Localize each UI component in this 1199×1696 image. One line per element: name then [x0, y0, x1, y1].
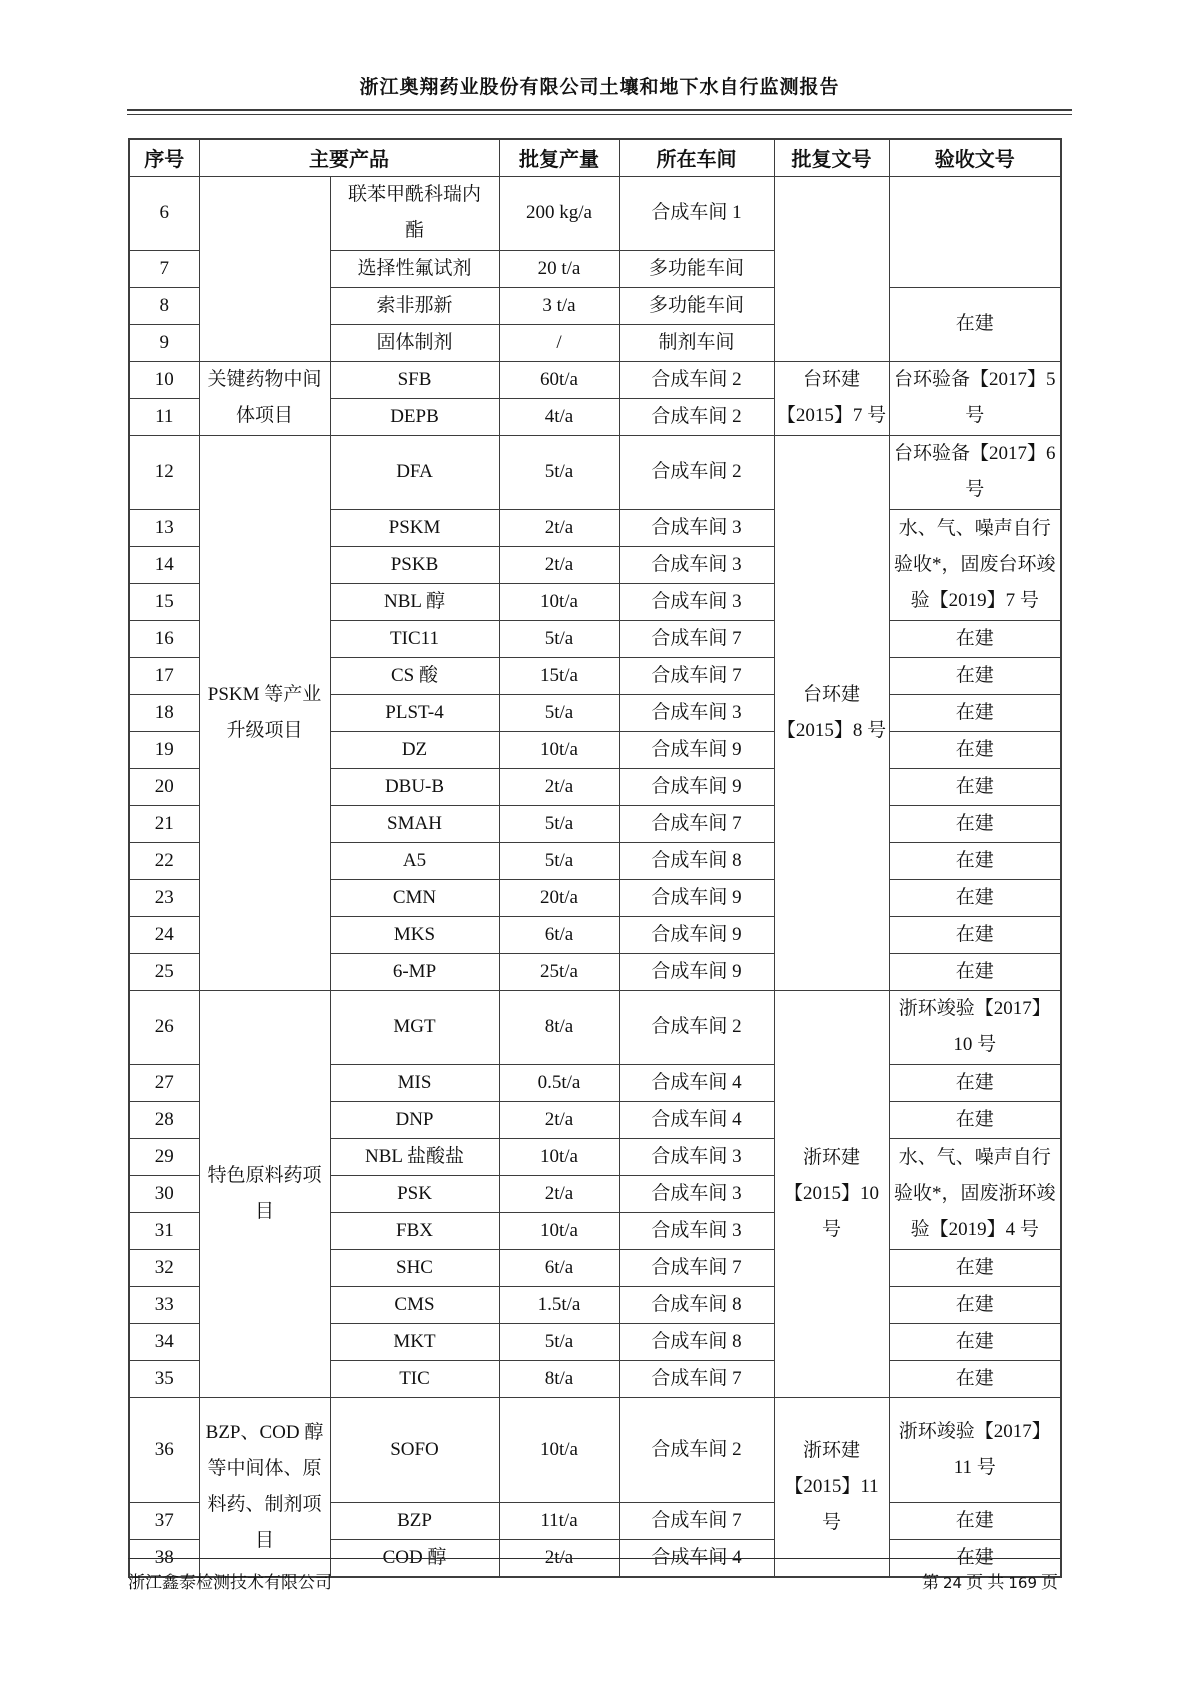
cell-workshop: 合成车间 9 [619, 731, 774, 768]
cell-product: DZ [330, 731, 499, 768]
cell-output: 5t/a [499, 805, 619, 842]
cell-no: 35 [129, 1360, 199, 1397]
cell-output: 1.5t/a [499, 1286, 619, 1323]
cell-output: 5t/a [499, 1323, 619, 1360]
cell-workshop: 合成车间 9 [619, 879, 774, 916]
cell-no: 8 [129, 287, 199, 324]
cell-product: MKT [330, 1323, 499, 1360]
cell-acceptance: 在建 [889, 657, 1061, 694]
cell-group: 特色原料药项目 [199, 990, 330, 1397]
cell-no: 22 [129, 842, 199, 879]
cell-product: 联苯甲酰科瑞内酯 [330, 176, 499, 250]
cell-product: MIS [330, 1064, 499, 1101]
table-row [129, 361, 1061, 398]
cell-acceptance: 在建 [889, 1064, 1061, 1101]
cell-product: DFA [330, 435, 499, 509]
cell-workshop: 多功能车间 [619, 287, 774, 324]
cell-workshop: 多功能车间 [619, 250, 774, 287]
cell-acceptance: 在建 [889, 1323, 1061, 1360]
cell-output: 11t/a [499, 1502, 619, 1539]
cell-acceptance: 在建 [889, 768, 1061, 805]
cell-output: 10t/a [499, 1212, 619, 1249]
cell-no: 15 [129, 583, 199, 620]
products-table [128, 138, 1062, 1578]
cell-group: 关键药物中间体项目 [199, 361, 330, 435]
cell-output: 10t/a [499, 583, 619, 620]
cell-output: 4t/a [499, 398, 619, 435]
cell-output: 2t/a [499, 1101, 619, 1138]
cell-output: 15t/a [499, 657, 619, 694]
cell-acceptance: 在建 [889, 287, 1061, 361]
cell-no: 38 [129, 1539, 199, 1577]
cell-acceptance: 在建 [889, 1360, 1061, 1397]
cell-product: SOFO [330, 1397, 499, 1502]
cell-product: SHC [330, 1249, 499, 1286]
cell-workshop: 合成车间 7 [619, 1502, 774, 1539]
cell-product: A5 [330, 842, 499, 879]
cell-output: 2t/a [499, 546, 619, 583]
cell-acceptance: 台环验备【2017】6 号 [889, 435, 1061, 509]
cell-approval: 浙环建【2015】10 号 [774, 990, 889, 1397]
page-total: 169 [1008, 1574, 1037, 1592]
cell-output: / [499, 324, 619, 361]
cell-no: 7 [129, 250, 199, 287]
cell-output: 10t/a [499, 1138, 619, 1175]
cell-product: TIC [330, 1360, 499, 1397]
cell-workshop: 合成车间 3 [619, 1175, 774, 1212]
cell-acceptance: 水、气、噪声自行验收*，固废台环竣验【2019】7 号 [889, 509, 1061, 620]
cell-product: CMS [330, 1286, 499, 1323]
cell-product: 固体制剂 [330, 324, 499, 361]
document-header [127, 72, 1072, 115]
title-rule [127, 109, 1072, 115]
cell-workshop: 合成车间 4 [619, 1064, 774, 1101]
cell-acceptance: 在建 [889, 1101, 1061, 1138]
cell-no: 20 [129, 768, 199, 805]
cell-product: PSKM [330, 509, 499, 546]
page-word: 页 共 [966, 1573, 1005, 1592]
cell-output: 5t/a [499, 620, 619, 657]
cell-output: 8t/a [499, 990, 619, 1064]
cell-product: COD 醇 [330, 1539, 499, 1577]
cell-no: 9 [129, 324, 199, 361]
cell-workshop: 合成车间 1 [619, 176, 774, 250]
cell-no: 37 [129, 1502, 199, 1539]
cell-output: 2t/a [499, 509, 619, 546]
cell-workshop: 合成车间 7 [619, 1249, 774, 1286]
cell-product: SMAH [330, 805, 499, 842]
page-indicator [920, 1568, 1060, 1593]
cell-acceptance: 浙环竣验【2017】10 号 [889, 990, 1061, 1064]
cell-workshop: 合成车间 9 [619, 953, 774, 990]
cell-output: 20 t/a [499, 250, 619, 287]
cell-workshop: 合成车间 8 [619, 842, 774, 879]
cell-no: 6 [129, 176, 199, 250]
cell-workshop: 合成车间 7 [619, 657, 774, 694]
cell-acceptance [889, 176, 1061, 287]
cell-no: 19 [129, 731, 199, 768]
cell-workshop: 合成车间 8 [619, 1286, 774, 1323]
cell-output: 3 t/a [499, 287, 619, 324]
cell-acceptance: 在建 [889, 879, 1061, 916]
cell-workshop: 合成车间 8 [619, 1323, 774, 1360]
cell-workshop: 合成车间 3 [619, 583, 774, 620]
cell-product: CS 酸 [330, 657, 499, 694]
cell-product: CMN [330, 879, 499, 916]
cell-product: 选择性氟试剂 [330, 250, 499, 287]
cell-no: 14 [129, 546, 199, 583]
cell-workshop: 合成车间 2 [619, 990, 774, 1064]
cell-output: 25t/a [499, 953, 619, 990]
cell-no: 30 [129, 1175, 199, 1212]
cell-product: DEPB [330, 398, 499, 435]
cell-no: 34 [129, 1323, 199, 1360]
cell-workshop: 合成车间 9 [619, 916, 774, 953]
cell-workshop: 制剂车间 [619, 324, 774, 361]
cell-workshop: 合成车间 3 [619, 1212, 774, 1249]
cell-no: 17 [129, 657, 199, 694]
cell-no: 21 [129, 805, 199, 842]
cell-workshop: 合成车间 4 [619, 1101, 774, 1138]
cell-output: 2t/a [499, 768, 619, 805]
cell-product: BZP [330, 1502, 499, 1539]
cell-workshop: 合成车间 3 [619, 546, 774, 583]
cell-workshop: 合成车间 3 [619, 694, 774, 731]
cell-output: 0.5t/a [499, 1064, 619, 1101]
column-header: 序号 [129, 139, 199, 176]
cell-output: 5t/a [499, 842, 619, 879]
cell-workshop: 合成车间 9 [619, 768, 774, 805]
cell-product: 6-MP [330, 953, 499, 990]
column-header: 主要产品 [199, 139, 499, 176]
column-header: 验收文号 [889, 139, 1061, 176]
cell-no: 31 [129, 1212, 199, 1249]
cell-product: TIC11 [330, 620, 499, 657]
cell-product: SFB [330, 361, 499, 398]
cell-acceptance: 在建 [889, 1539, 1061, 1577]
cell-acceptance: 在建 [889, 694, 1061, 731]
cell-approval: 台环建【2015】8 号 [774, 435, 889, 990]
column-header: 批复产量 [499, 139, 619, 176]
cell-output: 2t/a [499, 1539, 619, 1577]
cell-approval [774, 176, 889, 361]
cell-product: FBX [330, 1212, 499, 1249]
cell-no: 26 [129, 990, 199, 1064]
cell-no: 13 [129, 509, 199, 546]
cell-workshop: 合成车间 7 [619, 805, 774, 842]
cell-output: 5t/a [499, 694, 619, 731]
cell-output: 200 kg/a [499, 176, 619, 250]
cell-acceptance: 浙环竣验【2017】11 号 [889, 1397, 1061, 1502]
cell-no: 23 [129, 879, 199, 916]
cell-product: NBL 醇 [330, 583, 499, 620]
cell-workshop: 合成车间 2 [619, 1397, 774, 1502]
company-name: 浙江鑫泰检测技术有限公司 [128, 1573, 332, 1592]
cell-no: 36 [129, 1397, 199, 1502]
cell-no: 32 [129, 1249, 199, 1286]
cell-workshop: 合成车间 2 [619, 398, 774, 435]
cell-product: MGT [330, 990, 499, 1064]
cell-group [199, 176, 330, 361]
cell-acceptance: 在建 [889, 805, 1061, 842]
cell-product: MKS [330, 916, 499, 953]
cell-output: 6t/a [499, 916, 619, 953]
cell-group: PSKM 等产业升级项目 [199, 435, 330, 990]
cell-output: 8t/a [499, 1360, 619, 1397]
cell-no: 27 [129, 1064, 199, 1101]
cell-output: 60t/a [499, 361, 619, 398]
cell-output: 10t/a [499, 1397, 619, 1502]
table-row [129, 990, 1061, 1064]
page-title: 浙江奥翔药业股份有限公司土壤和地下水自行监测报告 [359, 77, 840, 98]
cell-no: 28 [129, 1101, 199, 1138]
cell-no: 29 [129, 1138, 199, 1175]
cell-product: PSK [330, 1175, 499, 1212]
table-header-row [129, 139, 1061, 176]
cell-workshop: 合成车间 3 [619, 1138, 774, 1175]
cell-acceptance: 水、气、噪声自行验收*，固废浙环竣验【2019】4 号 [889, 1138, 1061, 1249]
cell-no: 18 [129, 694, 199, 731]
cell-workshop: 合成车间 7 [619, 620, 774, 657]
cell-product: PSKB [330, 546, 499, 583]
table-row [129, 1397, 1061, 1502]
table-row [129, 435, 1061, 509]
cell-acceptance: 在建 [889, 953, 1061, 990]
cell-workshop: 合成车间 2 [619, 361, 774, 398]
page-word: 第 [922, 1573, 940, 1592]
cell-output: 10t/a [499, 731, 619, 768]
cell-product: DNP [330, 1101, 499, 1138]
cell-no: 33 [129, 1286, 199, 1323]
cell-acceptance: 在建 [889, 1249, 1061, 1286]
cell-acceptance: 在建 [889, 1286, 1061, 1323]
cell-output: 5t/a [499, 435, 619, 509]
cell-acceptance: 在建 [889, 1502, 1061, 1539]
cell-output: 2t/a [499, 1175, 619, 1212]
cell-acceptance: 在建 [889, 842, 1061, 879]
document-footer [128, 1558, 1060, 1593]
cell-product: NBL 盐酸盐 [330, 1138, 499, 1175]
page-word: 页 [1041, 1573, 1058, 1592]
column-header: 批复文号 [774, 139, 889, 176]
cell-no: 12 [129, 435, 199, 509]
table-row [129, 176, 1061, 250]
cell-acceptance: 台环验备【2017】5 号 [889, 361, 1061, 435]
cell-approval: 浙环建【2015】11 号 [774, 1397, 889, 1577]
page-number: 24 [943, 1574, 963, 1592]
cell-workshop: 合成车间 2 [619, 435, 774, 509]
cell-output: 6t/a [499, 1249, 619, 1286]
cell-no: 11 [129, 398, 199, 435]
cell-acceptance: 在建 [889, 731, 1061, 768]
column-header: 所在车间 [619, 139, 774, 176]
cell-product: DBU-B [330, 768, 499, 805]
cell-group: BZP、COD 醇等中间体、原料药、制剂项目 [199, 1397, 330, 1577]
cell-no: 16 [129, 620, 199, 657]
cell-output: 20t/a [499, 879, 619, 916]
cell-acceptance: 在建 [889, 620, 1061, 657]
cell-no: 25 [129, 953, 199, 990]
cell-workshop: 合成车间 7 [619, 1360, 774, 1397]
cell-approval: 台环建【2015】7 号 [774, 361, 889, 435]
cell-workshop: 合成车间 3 [619, 509, 774, 546]
cell-workshop: 合成车间 4 [619, 1539, 774, 1577]
cell-product: 索非那新 [330, 287, 499, 324]
cell-no: 24 [129, 916, 199, 953]
cell-no: 10 [129, 361, 199, 398]
cell-product: PLST-4 [330, 694, 499, 731]
cell-acceptance: 在建 [889, 916, 1061, 953]
